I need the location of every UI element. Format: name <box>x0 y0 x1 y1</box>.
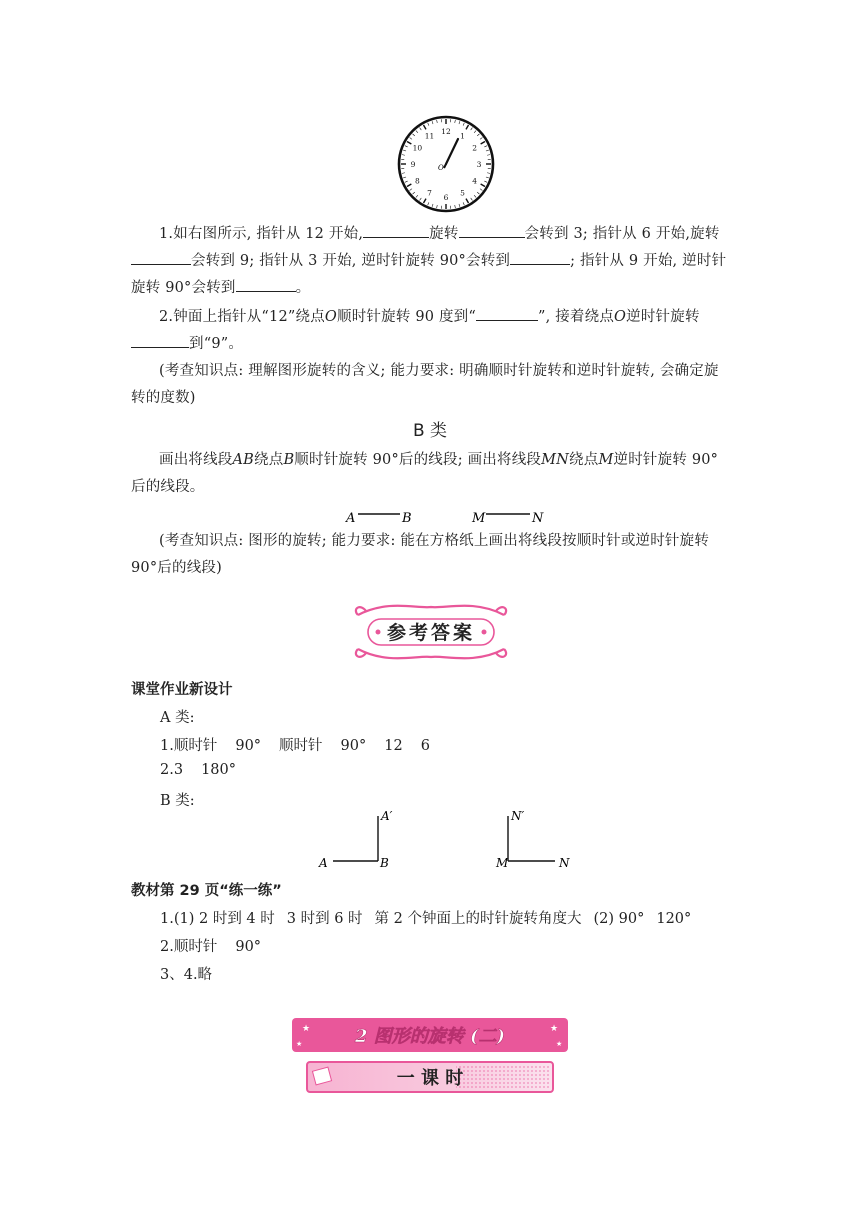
clock-number: 10 <box>412 143 423 153</box>
answers-t3: 3、4.略 <box>160 967 213 983</box>
note-knowledge-1: (考查知识点: 理解图形旋转的含义; 能力要求: 明确顺时针旋转和逆时针旋转, 会确定旋转的度数) <box>131 363 719 406</box>
section-b-heading: B 类 <box>412 421 448 441</box>
segment-label-b: B <box>402 511 412 526</box>
answers-heading-textbook: 教材第 29 页“练一练” <box>131 883 282 899</box>
clock-number: 7 <box>427 188 432 198</box>
answers-t1: 1.(1) 2 时到 4 时 3 时到 6 时 第 2 个钟面上的时针旋转角度大 (2) 90° 120° <box>160 911 692 927</box>
clock-number: 11 <box>424 131 435 141</box>
b-answer-figure <box>315 804 585 870</box>
clock-number: 6 <box>443 193 449 202</box>
clock-number: 3 <box>476 160 482 169</box>
fig-label-n: N <box>559 856 570 870</box>
answers-t2: 2.顺时针 90° <box>160 939 262 955</box>
fig-label-a: A <box>319 856 328 870</box>
clock-number: 4 <box>472 176 477 186</box>
answer-banner-text: 参考答案 <box>386 622 476 644</box>
star-icon: ★ <box>296 1040 303 1048</box>
clock-figure <box>396 114 496 214</box>
answers-a2: 2.3 180° <box>160 762 236 778</box>
clock-number: 1 <box>460 131 465 141</box>
fig-label-a-prime: A′ <box>381 809 393 823</box>
question-2: 2.钟面上指针从“12”绕点O顺时针旋转 90 度到“ ”, 接着绕点O逆时针旋转到“9”。 <box>131 304 731 358</box>
answers-heading-homework: 课堂作业新设计 <box>131 682 233 698</box>
clock-number: 12 <box>441 127 451 136</box>
fig-label-n-prime: N′ <box>511 809 525 823</box>
clock-number: 2 <box>472 143 477 153</box>
fig-label-b: B <box>380 856 389 870</box>
segments-figure <box>340 505 560 529</box>
segment-label-m: M <box>472 511 486 526</box>
answers-a-label: A 类: <box>160 710 195 726</box>
star-icon: ★ <box>302 1024 311 1034</box>
lesson-banner-text: 一 课 时 <box>396 1068 464 1089</box>
answers-b-label: B 类: <box>160 793 195 809</box>
star-icon: ★ <box>556 1040 563 1048</box>
clock-number: 5 <box>460 188 465 198</box>
segment-label-n: N <box>532 511 544 526</box>
star-icon: ★ <box>550 1024 559 1034</box>
chapter-banner-text: 2 图形的旋转 (二) <box>354 1026 506 1047</box>
segment-label-a: A <box>346 511 356 526</box>
clock-number: 8 <box>415 176 420 186</box>
answer-banner <box>348 597 514 667</box>
note-knowledge-2: (考查知识点: 图形的旋转; 能力要求: 能在方格纸上画出将线段按顺时针或逆时针旋转 90°后的线段) <box>131 533 710 576</box>
chapter-banner <box>292 1018 568 1052</box>
answers-a1: 1.顺时针 90° 顺时针 90° 12 6 <box>160 738 430 754</box>
question-1: 1.如右图所示, 指针从 12 开始, 旋转 会转到 3; 指针从 6 开始,旋转会转到 9; 指针从 3 开始, 逆时针旋转 90°会转到 ; 指针从 9 开始, 逆时针旋转 90°会转到 。 <box>131 221 731 302</box>
b-question: 画出将线段AB绕点B顺时针旋转 90°后的线段; 画出将线段MN绕点M逆时针旋转 90°后的线段。 <box>131 452 719 495</box>
lesson-banner <box>306 1061 554 1093</box>
clock-number: 9 <box>410 160 416 169</box>
fig-label-m: M <box>496 856 509 870</box>
clock-center-label: O <box>438 164 444 172</box>
